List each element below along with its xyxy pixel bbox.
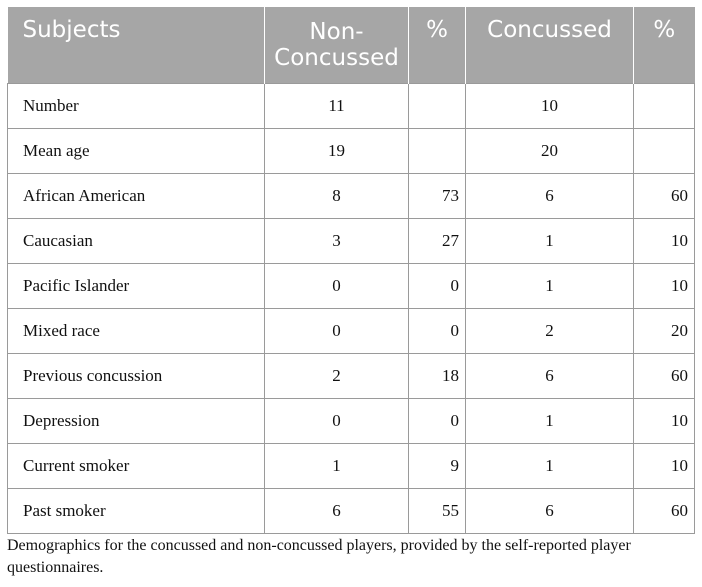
concussed-value: 6: [466, 488, 634, 533]
concussed-percent: 60: [634, 488, 695, 533]
non-concussed-value: 2: [265, 353, 409, 398]
table-row: [8, 83, 695, 128]
non-concussed-percent: 0: [409, 308, 466, 353]
concussed-percent: [634, 83, 695, 128]
row-label: Caucasian: [8, 218, 265, 263]
header-percent-concussed: %: [634, 7, 695, 83]
concussed-percent: 10: [634, 263, 695, 308]
non-concussed-value: 8: [265, 173, 409, 218]
non-concussed-percent: 18: [409, 353, 466, 398]
concussed-value: 1: [466, 443, 634, 488]
non-concussed-percent: 0: [409, 398, 466, 443]
concussed-value: 1: [466, 263, 634, 308]
table-row: [8, 263, 695, 308]
row-label: Previous concussion: [8, 353, 265, 398]
table-row: [8, 218, 695, 263]
row-label: African American: [8, 173, 265, 218]
concussed-value: 6: [466, 353, 634, 398]
concussed-percent: 20: [634, 308, 695, 353]
demographics-table: [7, 7, 695, 534]
table-row: [8, 128, 695, 173]
non-concussed-value: 0: [265, 263, 409, 308]
non-concussed-value: 0: [265, 308, 409, 353]
table-row: [8, 173, 695, 218]
non-concussed-percent: 27: [409, 218, 466, 263]
row-label: Pacific Islander: [8, 263, 265, 308]
concussed-percent: [634, 128, 695, 173]
concussed-percent: 10: [634, 218, 695, 263]
concussed-value: 1: [466, 398, 634, 443]
table-row: [8, 488, 695, 533]
non-concussed-percent: 9: [409, 443, 466, 488]
concussed-value: 20: [466, 128, 634, 173]
row-label: Past smoker: [8, 488, 265, 533]
header-row: [8, 7, 695, 83]
table-row: [8, 443, 695, 488]
header-concussed: Concussed: [466, 7, 634, 83]
table-row: [8, 398, 695, 443]
non-concussed-value: 11: [265, 83, 409, 128]
non-concussed-percent: 73: [409, 173, 466, 218]
row-label: Current smoker: [8, 443, 265, 488]
concussed-value: 1: [466, 218, 634, 263]
concussed-value: 6: [466, 173, 634, 218]
header-non-concussed: Non-Concussed: [265, 7, 409, 83]
concussed-percent: 10: [634, 443, 695, 488]
concussed-percent: 10: [634, 398, 695, 443]
concussed-value: 10: [466, 83, 634, 128]
non-concussed-value: 0: [265, 398, 409, 443]
non-concussed-value: 3: [265, 218, 409, 263]
row-label: Number: [8, 83, 265, 128]
non-concussed-value: 1: [265, 443, 409, 488]
row-label: Mixed race: [8, 308, 265, 353]
concussed-value: 2: [466, 308, 634, 353]
non-concussed-percent: [409, 83, 466, 128]
row-label: Depression: [8, 398, 265, 443]
non-concussed-value: 19: [265, 128, 409, 173]
table-row: [8, 308, 695, 353]
concussed-percent: 60: [634, 353, 695, 398]
table-caption: Demographics for the concussed and non-concussed players, provided by the self-reported player questionnaires.: [7, 537, 631, 576]
concussed-percent: 60: [634, 173, 695, 218]
header-percent-non-concussed: %: [409, 7, 466, 83]
non-concussed-percent: [409, 128, 466, 173]
non-concussed-percent: 0: [409, 263, 466, 308]
non-concussed-value: 6: [265, 488, 409, 533]
row-label: Mean age: [8, 128, 265, 173]
table-row: [8, 353, 695, 398]
header-subjects: Subjects: [22, 17, 121, 43]
non-concussed-percent: 55: [409, 488, 466, 533]
